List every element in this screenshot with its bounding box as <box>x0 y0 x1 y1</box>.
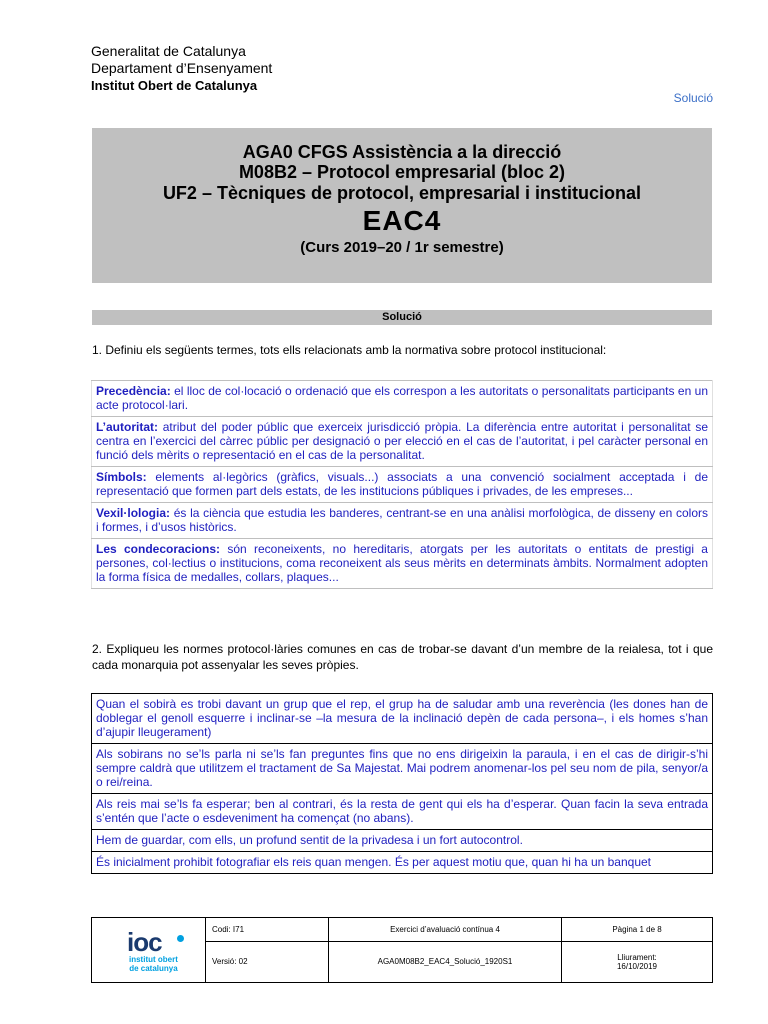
term-definition: elements al·legòrics (gràfics, visuals...) associats a una convenció socialment acceptada i de representació que formen part dels estats, de les institucions públiques i privades, de les empreses... <box>96 470 708 498</box>
term-definition: és la ciència que estudia les banderes, centrant-se en una anàlisi morfològica, de disseny en colors i formes, i d’usos històrics. <box>96 506 708 534</box>
header-generalitat: Generalitat de Catalunya <box>91 43 246 59</box>
footer-lliurament <box>562 941 713 982</box>
course-period: (Curs 2019–20 / 1r semestre) <box>300 239 504 256</box>
unit-title: UF2 – Tècniques de protocol, empresarial i institucional <box>162 183 642 203</box>
ioc-logo <box>92 918 206 983</box>
table-row <box>92 694 713 744</box>
term-label: L’autoritat: <box>96 420 158 434</box>
term-label: Símbols: <box>96 470 147 484</box>
norm-cell: Quan el sobirà es trobi davant un grup que el rep, el grup ha de saludar amb una reverència (les dones han de doblegar el genoll esquerre i inclinar-se –la mesura de la inclinació depèn de cada persona–, i els homes s’han d’ajupir lleugerament) <box>92 694 713 744</box>
title-box <box>92 128 712 283</box>
table-row <box>92 539 713 589</box>
definition-cell <box>92 539 713 589</box>
table-row <box>92 381 713 417</box>
definition-cell <box>92 503 713 539</box>
header-departament: Departament d’Ensenyament <box>91 60 273 76</box>
royalty-norms-table <box>91 693 713 874</box>
solucio-link[interactable]: Solució <box>673 91 713 105</box>
table-row <box>92 830 713 852</box>
norm-cell: És inicialment prohibit fotografiar els reis quan mengen. És per aquest motiu que, quan hi ha un banquet <box>92 852 713 874</box>
footer-pagina: Pàgina 1 de 8 <box>562 918 713 942</box>
institution-header <box>91 43 272 94</box>
page-footer <box>91 917 713 983</box>
table-row <box>92 467 713 503</box>
norm-cell: Hem de guardar, com ells, un profund sentit de la privadesa i un fort autocontrol. <box>92 830 713 852</box>
table-row <box>92 794 713 830</box>
norm-cell: Als reis mai se’ls fa esperar; ben al contrari, és la resta de gent qui els ha d’esperar. Quan facin la seva entrada s’entén que l’acte o esdeveniment ha començat (no abans). <box>92 794 713 830</box>
term-definition: són reconeixents, no hereditaris, atorgats per les autoritats o entitats de prestigi a persones, col·lectius o institucions, coma reconeixent als seus mèrits en determinats àmbits. Normalment adopten la forma física de medalles, collars, plaques... <box>96 542 708 584</box>
definitions-table <box>91 380 713 589</box>
term-label: Vexil·lologia: <box>96 506 171 520</box>
norm-cell: Als sobirans no se’ls parla ni se’ls fan preguntes fins que no ens dirigeixin la paraula, i en el cas de dirigir-s’hi sempre caldrà que utilitzem el tractament de Sa Majestat. Mai podrem anomenar-los pel seu nom de pila, senyor/a o rei/reina. <box>92 744 713 794</box>
table-row <box>92 852 713 874</box>
question-2: 2. Expliqueu les normes protocol·làries comunes en cas de trobar-se davant d’un membre de la reialesa, tot i que cada monarquia pot assenyalar les seves pròpies. <box>92 642 713 672</box>
definition-cell <box>92 417 713 467</box>
table-row <box>92 417 713 467</box>
footer-versio: Versió: 02 <box>206 941 329 982</box>
term-label: Les condecoracions: <box>96 542 221 556</box>
term-label: Precedència: <box>96 384 171 398</box>
logo-sub-line2: de catalunya <box>129 964 178 973</box>
table-row <box>92 744 713 794</box>
section-heading: Solució <box>92 310 712 325</box>
module-title: M08B2 – Protocol empresarial (bloc 2) <box>238 162 566 182</box>
definition-cell <box>92 467 713 503</box>
ioc-logo-subtitle <box>129 955 178 973</box>
footer-fitxer: AGA0M08B2_EAC4_Solució_1920S1 <box>329 941 562 982</box>
question-1: 1. Definiu els següents termes, tots ells relacionats amb la normativa sobre protocol institucional: <box>92 343 607 357</box>
table-row <box>92 503 713 539</box>
term-definition: atribut del poder públic que exerceix jurisdicció pròpia. La diferència entre autoritat i personalitat se centra en l’exercici del càrrec públic per designació o per elecció en el cas de l’autoritat, i pel caràcter personal en funció dels mèrits o representació en el cas de la personalitat. <box>96 420 708 462</box>
logo-sub-line1: institut obert <box>129 955 178 964</box>
footer-exercici: Exercici d’avaluació contínua 4 <box>329 918 562 942</box>
course-title: AGA0 CFGS Assistència a la direcció <box>242 142 562 162</box>
header-institut: Institut Obert de Catalunya <box>91 78 258 93</box>
ioc-logo-text: ioc <box>127 927 162 957</box>
footer-codi: Codi: I71 <box>206 918 329 942</box>
lliurament-date: 16/10/2019 <box>616 961 658 971</box>
term-definition: el lloc de col·locació o ordenació que els correspon a les autoritats o personalitats participants en un acte protocol·lari. <box>96 384 708 412</box>
exercise-title: EAC4 <box>362 205 442 236</box>
logo-dot-icon <box>177 935 184 942</box>
lliurament-label: Lliurament: <box>617 952 657 962</box>
definition-cell <box>92 381 713 417</box>
